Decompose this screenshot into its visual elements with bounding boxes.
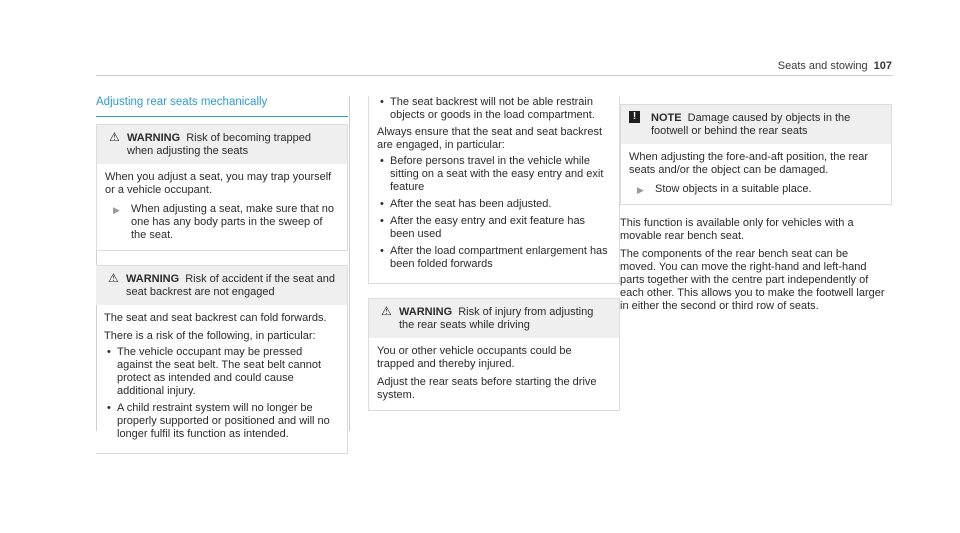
- exclamation-icon: !: [629, 111, 640, 123]
- list-item: • The seat backrest will not be able restrain objects or goods in the load compartment.: [377, 96, 611, 122]
- warning-text: Always ensure that the seat and seat backrest are engaged, in particular:: [377, 126, 603, 151]
- warning-heading: Risk of becoming trapped when adjusting the seats: [127, 132, 311, 157]
- warning-triangle-icon: ⚠: [109, 130, 120, 144]
- warning-heading-text: [399, 306, 611, 332]
- warning-label: WARNING: [126, 273, 180, 285]
- bullet-list: [104, 346, 339, 441]
- body-paragraph: This function is available only for vehicles with a movable rear bench seat.: [620, 217, 854, 242]
- list-item: • After the load compartment enlargement has been folded forwards: [377, 245, 611, 271]
- step-arrow-icon: ▶: [637, 185, 644, 195]
- warning-body: [369, 338, 619, 410]
- warning-label: WARNING: [399, 306, 453, 318]
- step-arrow-icon: ▶: [113, 205, 120, 215]
- page-number: 107: [873, 60, 892, 72]
- column-divider-1: [349, 96, 350, 431]
- step-text: Stow objects in a suitable place.: [655, 183, 812, 195]
- warning-heading-text: [126, 273, 339, 299]
- warning-text: When you adjust a seat, you may trap yourself or a vehicle occupant.: [105, 171, 332, 196]
- warning-box-accident: [96, 265, 348, 454]
- list-item: • Before persons travel in the vehicle while sitting on a seat with the easy entry and exit feature: [377, 155, 611, 194]
- list-item: • After the easy entry and exit feature has been used: [377, 215, 611, 241]
- warning-triangle-icon: ⚠: [381, 304, 392, 318]
- note-label: NOTE: [651, 112, 682, 124]
- warning-header: [369, 299, 619, 338]
- instruction-step: [105, 203, 339, 242]
- warning-header: [97, 125, 347, 164]
- warning-triangle-icon: ⚠: [108, 271, 119, 285]
- instruction-step: [629, 183, 883, 196]
- bullet-list: [377, 96, 611, 122]
- bullet-list: [377, 155, 611, 271]
- warning-body: [96, 305, 347, 453]
- list-item: • After the seat has been adjusted.: [377, 198, 611, 211]
- warning-body: [369, 96, 619, 283]
- page-header: [778, 60, 892, 73]
- warning-text: There is a risk of the following, in particular:: [104, 330, 316, 342]
- note-header: [621, 105, 891, 144]
- warning-label: WARNING: [127, 132, 181, 144]
- warning-box-continued: [368, 96, 620, 284]
- header-section-title: Seats and stowing: [777, 60, 868, 72]
- warning-box-trapped: [96, 124, 348, 251]
- note-body: [621, 144, 891, 204]
- body-paragraph: The components of the rear bench seat can be moved. You can move the right-hand and left-hand parts together with the centre part independently of each other. This allows you to make the footwell larger in either the second or third row of seats.: [620, 248, 885, 312]
- warning-text: Adjust the rear seats before starting the drive system.: [377, 376, 597, 401]
- column-3: [620, 104, 892, 318]
- warning-heading-text: [127, 132, 339, 158]
- note-heading: Damage caused by objects in the footwell or behind the rear seats: [651, 112, 851, 137]
- warning-header: [96, 266, 347, 305]
- warning-box-injury: [368, 298, 620, 411]
- section-title[interactable]: Adjusting rear seats mechanically: [96, 96, 348, 117]
- step-text: When adjusting a seat, make sure that no one has any body parts in the sweep of the seat.: [131, 203, 335, 241]
- warning-text: You or other vehicle occupants could be trapped and thereby injured.: [377, 345, 572, 370]
- list-item: • The vehicle occupant may be pressed against the seat belt. The seat belt cannot protect as intended and could cause additional injury.: [104, 346, 339, 398]
- column-1: [96, 96, 348, 454]
- warning-body: [97, 164, 347, 250]
- warning-text: The seat and seat backrest can fold forwards.: [104, 312, 327, 324]
- note-text: When adjusting the fore-and-aft position, the rear seats and/or the object can be damaged.: [629, 151, 869, 176]
- warning-heading: Risk of injury from adjusting the rear seats while driving: [399, 306, 594, 331]
- note-heading-text: [651, 112, 883, 138]
- note-box: [620, 104, 892, 205]
- header-rule: [96, 75, 893, 76]
- column-2: [368, 96, 620, 411]
- list-item: • A child restraint system will no longer be properly supported or positioned and will no longer fulfil its function as intended.: [104, 402, 339, 441]
- warning-heading: Risk of accident if the seat and seat backrest are not engaged: [126, 273, 336, 298]
